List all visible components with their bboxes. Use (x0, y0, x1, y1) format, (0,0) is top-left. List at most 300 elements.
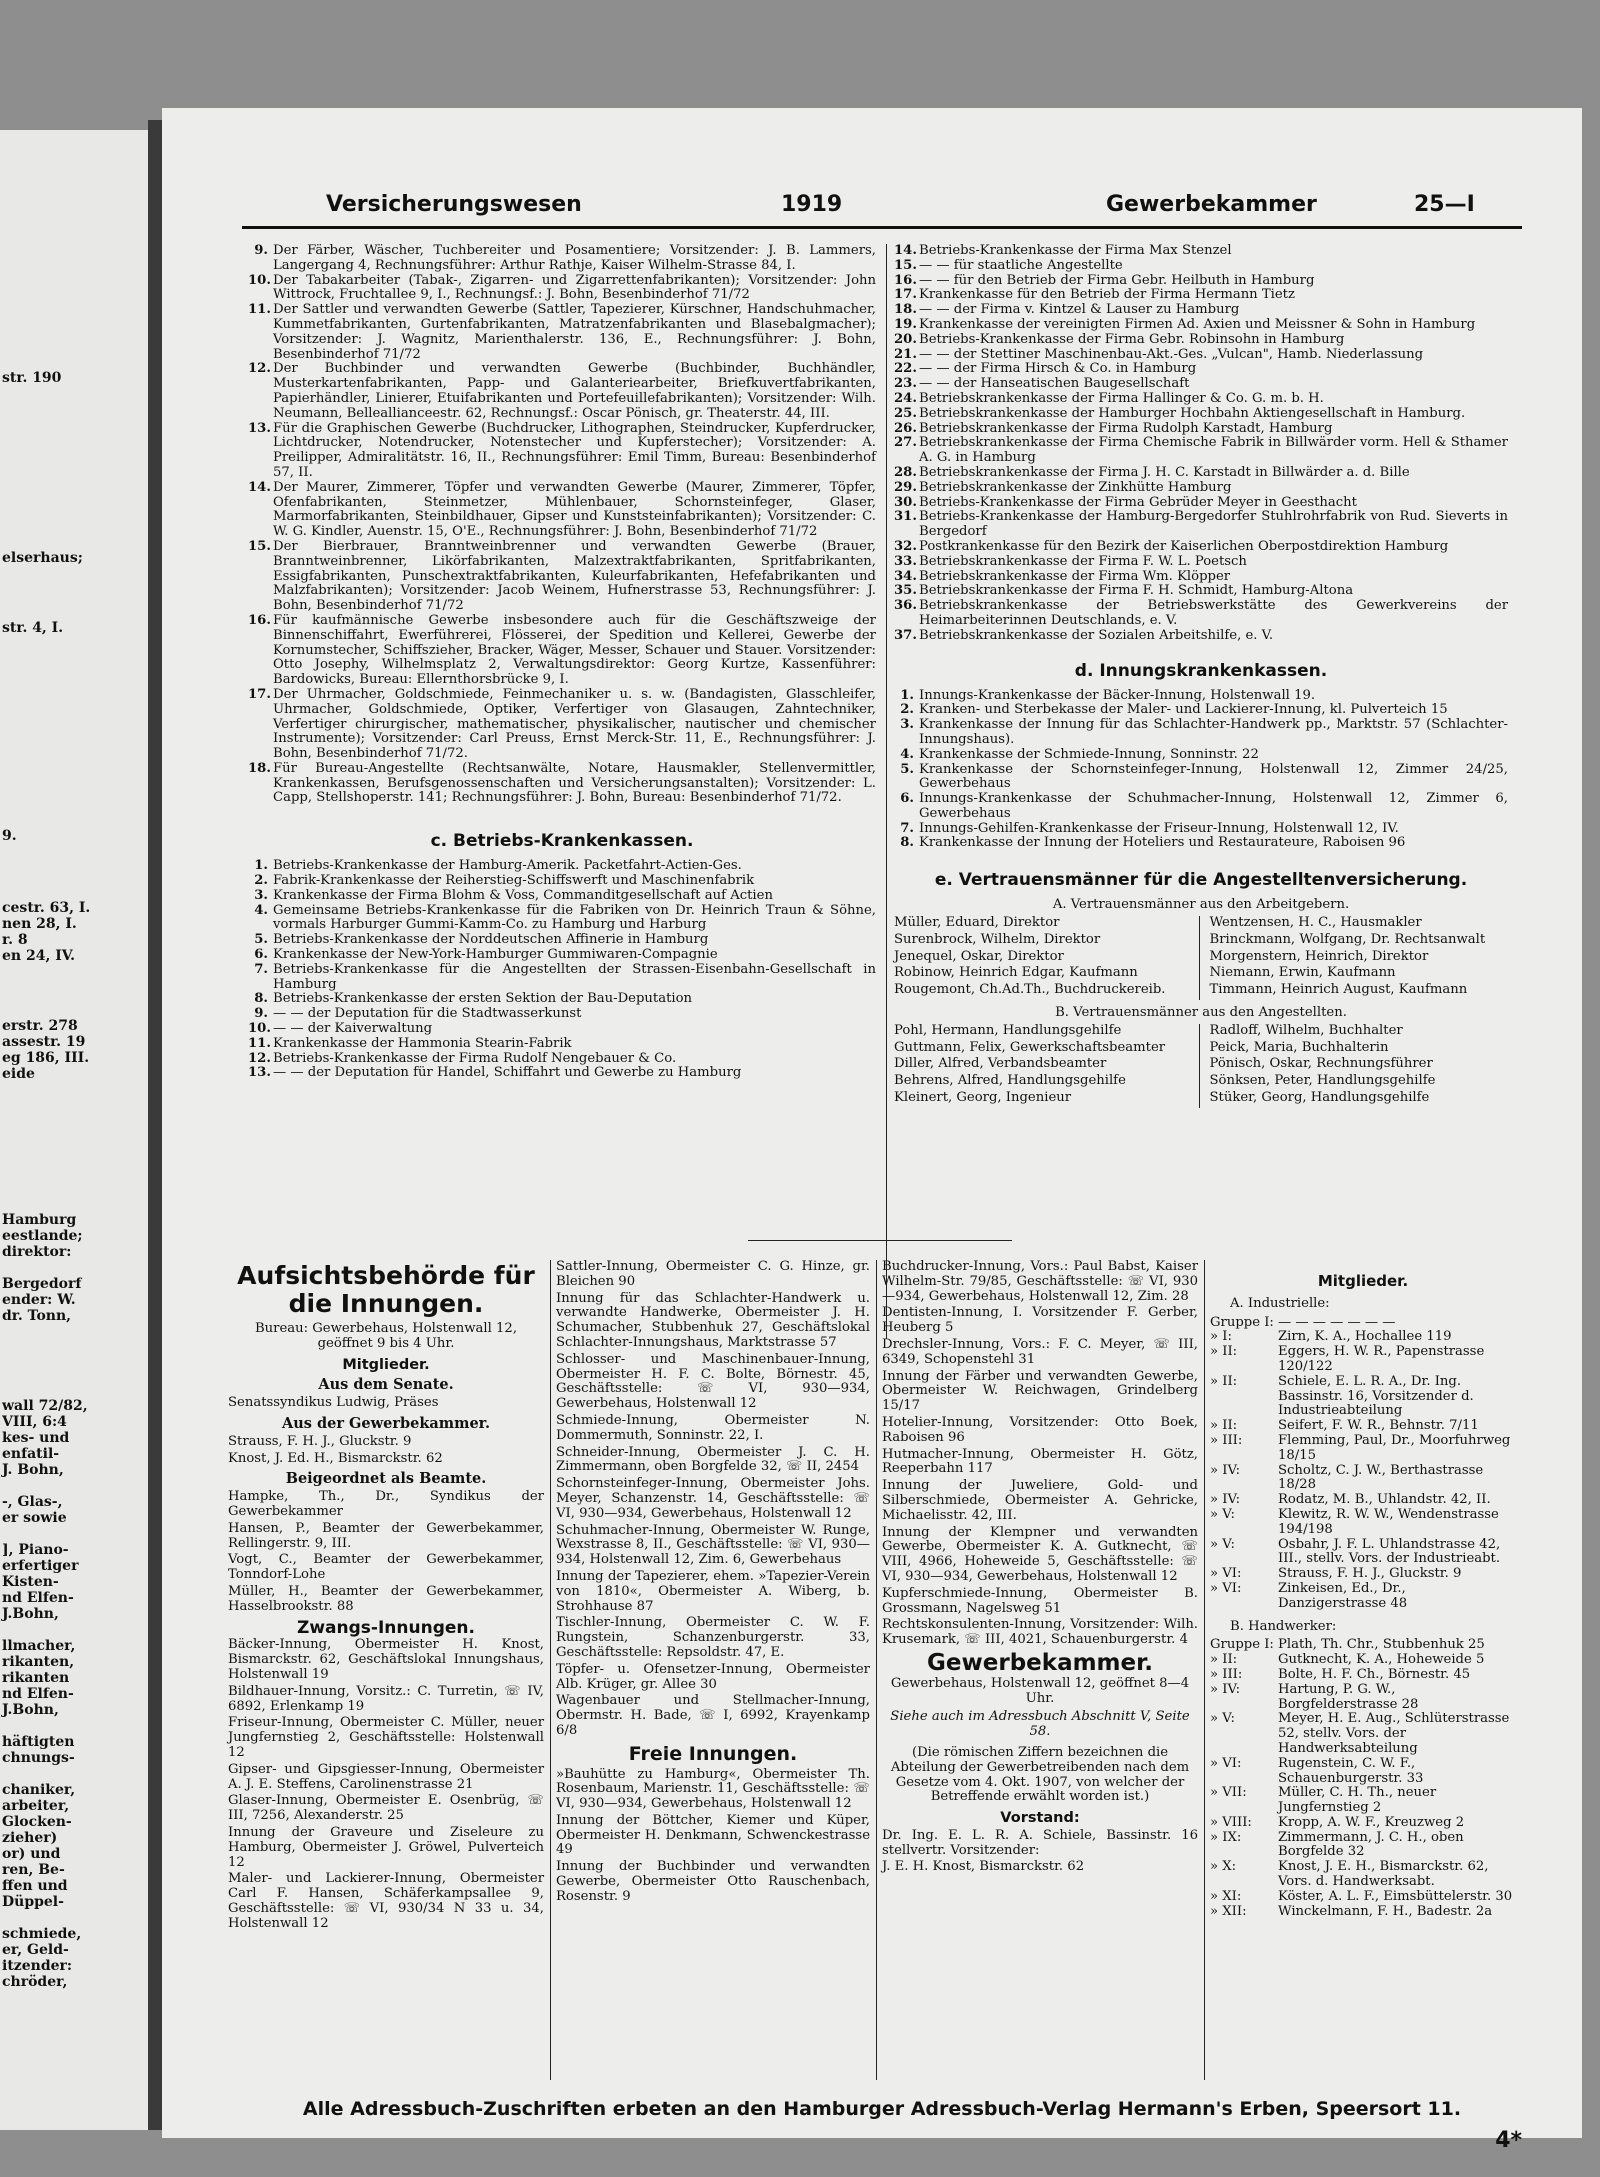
item-number: 14. (894, 243, 917, 258)
list-item (248, 762, 876, 806)
group-label: » V: (1210, 1711, 1235, 1727)
member-name: Scholtz, C. J. W., Berthastrasse 18/28 (1278, 1462, 1484, 1493)
item-number: 1. (254, 858, 268, 874)
person-line: Brinckmann, Wolfgang, Dr. Rechtsanwalt (1209, 931, 1486, 947)
member-line: Hampke, Th., Dr., Syndikus der Gewerbekammer (228, 1489, 544, 1519)
left-fragment: J. Bohn, (2, 1462, 64, 1478)
innung-entry: Innung für das Schlachter-Handwerk u. verwandte Handwerke, Obermeister J. H. Schumacher, Stubbenhuk 27, Geschäftslokal Schlachter-Innungshaus, Marktstrasse 57 (556, 1290, 870, 1350)
item-number: 12. (248, 1050, 271, 1066)
list-item (894, 259, 1508, 274)
left-fragment: itzender: (2, 1958, 73, 1974)
vertrauensmaenner-a (894, 916, 1508, 1000)
item-number: 1. (900, 687, 914, 703)
person-line: Robinow, Heinrich Edgar, Kaufmann (894, 965, 1138, 981)
member-row (1210, 1712, 1516, 1756)
item-text: Betriebs-Krankenkasse der Hamburg-Amerik. Packetfahrt-Actien-Ges. (273, 858, 742, 874)
member-row (1210, 1786, 1516, 1816)
member-name: Knost, J. E. H., Bismarckstr. 62, Vors. d. Handwerksabt. (1278, 1859, 1489, 1890)
sub-b-title: B. Vertrauensmänner aus den Angestellten. (1055, 1005, 1347, 1021)
item-text: Betriebs-Krankenkasse der Firma Gebr. Robinsohn in Hamburg (919, 331, 1345, 347)
aufsicht-bureau: Bureau: Gewerbehaus, Holstenwall 12, geöffnet 9 bis 4 Uhr. (254, 1321, 518, 1351)
innung-entry: Hotelier-Innung, Vorsitzender: Otto Boek, Raboisen 96 (882, 1414, 1198, 1445)
vorstand-heading: Vorstand: (1000, 1810, 1080, 1827)
member-row (1210, 1831, 1516, 1861)
item-number: 18. (894, 302, 917, 318)
left-fragment: schmiede, (2, 1926, 82, 1942)
person-line: Surenbrock, Wilhelm, Direktor (894, 931, 1101, 947)
left-fragment: nd Elfen- (2, 1590, 74, 1606)
item-number: 19. (894, 316, 917, 332)
left-fragment: ffen und (2, 1878, 68, 1894)
item-text: Betriebs-Krankenkasse der Hamburg-Bergedorfer Stuhlrohrfabrik von Rud. Sieverts in Bergedorf (919, 509, 1508, 540)
innung-entry: Innung der Juweliere, Gold- und Silberschmiede, Obermeister A. Gehricke, Michaelisstr. 42, III. (882, 1478, 1198, 1523)
item-number: 9. (254, 1006, 268, 1022)
item-number: 18. (248, 760, 271, 776)
group-label: » II: (1210, 1418, 1238, 1434)
left-fragment: or) und (2, 1846, 61, 1862)
item-number: 23. (894, 376, 917, 392)
item-number: 25. (894, 405, 917, 421)
page (162, 108, 1582, 2153)
left-page-edge (0, 130, 148, 2130)
item-text: Betriebs-Krankenkasse der ersten Sektion der Bau-Deputation (273, 991, 693, 1007)
header-page: 25—I (1414, 192, 1475, 217)
left-fragment: eg 186, III. (2, 1050, 90, 1066)
member-row (1210, 1493, 1516, 1508)
member-row (1210, 1683, 1516, 1713)
item-text: Für kaufmännische Gewerbe insbesondere auch für die Geschäftszweige der Binnenschiffahrt, Ewerführerei, Flösserei, der Spedition und Kellerei, Gewerbe der Kornumstecher, Schiffszieher, Bracker, Wäger, Messer, Schauer und Stauer. Vorsitzender: Otto Josephy, Wilhelmsplatz 2, Verwaltungsdirektor: Georg Kurtze, Kassenführer: Bardowicks, Bureau: Ellernthorsbrücke 9, I. (273, 612, 876, 688)
top-left-column (248, 244, 876, 1081)
person-line: Wentzensen, H. C., Hausmakler (1209, 915, 1422, 931)
item-text: — — für staatliche Angestellte (919, 257, 1123, 273)
left-fragment: chaniker, (2, 1782, 76, 1798)
list-item (248, 244, 876, 274)
list-item (894, 496, 1508, 511)
left-fragment: eide (2, 1066, 35, 1082)
item-number: 2. (254, 873, 268, 889)
member-row (1210, 1582, 1516, 1612)
list-item (894, 481, 1508, 496)
group-label: » IV: (1210, 1492, 1241, 1508)
list-item (894, 555, 1508, 570)
item-text: Fabrik-Krankenkasse der Reiherstieg-Schiffswerft und Maschinenfabrik (273, 873, 755, 889)
item-text: Betriebskrankenkasse der Betriebswerkstätte des Gewerkvereins der Heimarbeiterinnen Deutschlands, e. V. (919, 598, 1508, 628)
group-label: » III: (1210, 1666, 1243, 1682)
item-number: 24. (894, 390, 917, 406)
group-label: » V: (1210, 1536, 1235, 1552)
item-number: 13. (248, 420, 271, 436)
left-fragment: rikanten (2, 1670, 70, 1686)
innung-entry: Wagenbauer und Stellmacher-Innung, Obermstr. H. Bade, ☏ I, 6992, Krayenkamp 6/8 (556, 1693, 870, 1738)
list-item (248, 992, 876, 1007)
item-number: 10. (248, 1021, 271, 1037)
column-divider (886, 244, 887, 1339)
member-row (1210, 1464, 1516, 1494)
innung-entry: Gipser- und Gipsgiesser-Innung, Obermeister A. J. E. Steffens, Carolinenstrasse 21 (228, 1761, 544, 1792)
person-line: Kleinert, Georg, Ingenieur (894, 1090, 1072, 1106)
item-number: 5. (900, 761, 914, 777)
member-name: Meyer, H. E. Aug., Schlüterstrasse 52, stellv. Vors. der Handwerksabteilung (1278, 1711, 1510, 1756)
innung-entry: Dentisten-Innung, I. Vorsitzender F. Gerber, Heuberg 5 (882, 1305, 1198, 1336)
left-fragment: Glocken- (2, 1814, 72, 1830)
innung-entry: Innung der Graveure und Ziseleure zu Hamburg, Obermeister J. Gröwel, Pulverteich 12 (228, 1824, 544, 1870)
item-number: 2. (900, 702, 914, 718)
member-line: Hansen, P., Beamter der Gewerbekammer, Rellingerstr. 9, III. (228, 1520, 544, 1551)
left-fragment: en 24, IV. (2, 948, 76, 964)
aufsicht-column (228, 1262, 544, 1933)
running-header (246, 192, 1516, 222)
mitglieder-heading: Mitglieder. (342, 1356, 430, 1373)
group-label: » VIII: (1210, 1814, 1252, 1830)
person-line: Stüker, Georg, Handlungsgehilfe (1209, 1090, 1430, 1106)
list-item (894, 763, 1508, 793)
list-item (248, 303, 876, 362)
group-label: » IV: (1210, 1462, 1241, 1478)
left-fragment: erstr. 278 (2, 1018, 78, 1034)
header-left: Versicherungswesen (326, 192, 582, 217)
innung-entry: Friseur-Innung, Obermeister C. Müller, neuer Jungfernstieg 2, Geschäftsstelle: Holstenwall 12 (228, 1715, 544, 1760)
gewerbekammer-note: (Die römischen Ziffern bezeichnen die Abteilung der Gewerbetreibenden nach dem Gesetze vom 4. Okt. 1907, von welcher der Betreffende erwählt worden ist.) (890, 1744, 1190, 1805)
item-number: 27. (894, 435, 917, 451)
list-item (894, 792, 1508, 822)
item-text: Betriebs-Krankenkasse der Firma Gebrüder Meyer in Geesthacht (919, 494, 1357, 510)
book-gutter (148, 120, 162, 2130)
member-row (1210, 1330, 1516, 1345)
item-text: Der Tabakarbeiter (Tabak-, Zigarren- und Zigarrettenfabrikanten); Vorsitzender: John Wittrock, Fruchtallee 9, I., Rechnungsf.: J. Bohn, Besenbinderhof 71/72 (273, 272, 876, 303)
member-row (1210, 1653, 1516, 1668)
header-year: 1919 (781, 192, 843, 217)
list-item (894, 318, 1508, 333)
item-number: 7. (254, 961, 268, 977)
member-name: Strauss, F. H. J., Gluckstr. 9 (1278, 1566, 1462, 1582)
member-row (1210, 1508, 1516, 1538)
innung-entry: Tischler-Innung, Obermeister C. W. F. Rungstein, Schanzenburgerstr. 33, Geschäftsstelle: Repsoldstr. 47, E. (556, 1615, 870, 1660)
item-number: 28. (894, 464, 917, 480)
innung-entry: Buchdrucker-Innung, Vors.: Paul Babst, Kaiser Wilhelm-Str. 79/85, Geschäftsstelle: ☏ VI, 930—934, Gewerbehaus, Holstenwall 12, Zim. 28 (882, 1259, 1198, 1304)
list-item (894, 288, 1508, 303)
left-fragment: J.Bohn, (2, 1702, 59, 1718)
list-item (248, 859, 876, 874)
list-item (894, 689, 1508, 704)
list-item (248, 933, 876, 948)
item-text: Betriebs-Krankenkasse der Firma Max Stenzel (919, 243, 1232, 258)
list-item (248, 481, 876, 540)
innung-entry: Schneider-Innung, Obermeister J. C. H. Zimmermann, oben Borgfelde 32, ☏ II, 2454 (556, 1444, 870, 1475)
person-line: Pohl, Hermann, Handlungsgehilfe (894, 1022, 1122, 1038)
item-text: Betriebskrankenkasse der Zinkhütte Hamburg (919, 479, 1232, 495)
left-fragment: zieher) (2, 1830, 58, 1846)
innung-entry: Innung der Böttcher, Kiemer und Küper, Obermeister H. Denkmann, Schwenckestrasse 49 (556, 1812, 870, 1858)
group-label: » VII: (1210, 1785, 1247, 1801)
innung-entry: Kupferschmiede-Innung, Obermeister B. Grossmann, Nagelsweg 51 (882, 1585, 1198, 1616)
left-fragment: str. 4, I. (2, 620, 64, 636)
list-item (248, 1052, 876, 1067)
member-name: Zinkeisen, Ed., Dr., Danzigerstrasse 48 (1278, 1580, 1408, 1611)
left-fragment: ], Piano- (2, 1542, 69, 1558)
innungen-column-2 (556, 1260, 870, 1907)
group-label: » VI: (1210, 1566, 1242, 1582)
person-line: Guttmann, Felix, Gewerkschaftsbeamter (894, 1039, 1166, 1055)
item-text: Betriebskrankenkasse der Hamburger Hochbahn Aktiengesellschaft in Hamburg. (919, 405, 1466, 421)
item-text: Krankenkasse der Innung für das Schlachter-Handwerk pp., Marktstr. 57 (Schlachter-Innungshaus). (919, 717, 1508, 747)
left-fragment: VIII, 6:4 (2, 1414, 67, 1430)
member-name: Köster, A. L. F., Eimsbüttelerstr. 30 (1278, 1888, 1513, 1904)
list-item (894, 822, 1508, 837)
item-number: 8. (900, 835, 914, 851)
left-fragment: häftigten (2, 1734, 75, 1750)
member-name: Klewitz, R. W. W., Wendenstrasse 194/198 (1278, 1506, 1499, 1537)
bottom-divider-2 (876, 1260, 877, 2080)
section-c-title: c. Betriebs-Krankenkassen. (430, 831, 694, 852)
item-text: Der Maurer, Zimmerer, Töpfer und verwandten Gewerbe (Maurer, Zimmerer, Töpfer, Ofenfabrikanten, Steinmetzer, Mühlenbauer, Schornsteinfeger, Glaser, Marmorfabrikanten, Steinbildhauer, Gipser und Kunststeinfabrikanten); Vorsitzender: C. W. G. Kindler, Auenstr. 15, O'E., Rechnungsführer: J. Bohn, Besenbinderhof 71/72 (273, 479, 876, 540)
item-text: — — für den Betrieb der Firma Gebr. Heilbuth in Hamburg (919, 272, 1315, 288)
item-number: 10. (248, 272, 271, 288)
left-fragment: Bergedorf (2, 1276, 82, 1292)
item-number: 15. (894, 257, 917, 273)
innung-entry: Hutmacher-Innung, Obermeister H. Götz, Reeperbahn 117 (882, 1446, 1198, 1477)
member-row (1210, 1638, 1516, 1653)
sub-a-title: A. Vertrauensmänner aus den Arbeitgebern. (1052, 897, 1350, 913)
list-item (248, 874, 876, 889)
innung-entry: Rechtskonsulenten-Innung, Vorsitzender: Wilh. Krusemark, ☏ III, 4021, Schauenburgerstr. 4 (882, 1617, 1198, 1648)
item-number: 7. (900, 820, 914, 836)
member-row (1210, 1757, 1516, 1787)
group-label: » XI: (1210, 1888, 1242, 1904)
industrielle-heading: A. Industrielle: (1230, 1295, 1330, 1311)
left-fragment: Kisten- (2, 1574, 59, 1590)
betriebs-krankenkassen-cont (894, 244, 1508, 644)
gewerbekammer-title: Gewerbekammer. (927, 1649, 1153, 1676)
item-number: 11. (248, 1035, 271, 1051)
item-number: 9. (254, 243, 268, 258)
person-line: Radloff, Wilhelm, Buchhalter (1209, 1022, 1403, 1038)
member-row (1210, 1316, 1516, 1331)
vorstand-line: J. E. H. Knost, Bismarckstr. 62 (882, 1859, 1085, 1875)
innung-entry: Bildhauer-Innung, Vorsitz.: C. Turretin, ☏ IV, 6892, Erlenkamp 19 (228, 1683, 544, 1714)
bottom-divider-3 (1204, 1260, 1205, 2080)
list-item (894, 703, 1508, 718)
item-text: Betriebskrankenkasse der Firma Chemische Fabrik in Billwärder vorm. Hell & Sthamer A. G. in Hamburg (919, 435, 1508, 466)
person-line: Rougemont, Ch.Ad.Th., Buchdruckereib. (894, 982, 1166, 998)
person-line: Sönksen, Peter, Handlungsgehilfe (1209, 1073, 1436, 1089)
item-number: 4. (254, 902, 268, 918)
item-text: Betriebskrankenkasse der Firma Wm. Klöpper (919, 568, 1231, 584)
item-text: Der Buchbinder und verwandten Gewerbe (Buchbinder, Buchhändler, Musterkartenfabrikanten, Papp- und Galanteriearbeiter, Briefkuvertfabrikanten, Papierhändler, Linierer, Etuifabrikanten und Portefeuillefabrikanten); Vorsitzender: Wilh. Neumann, Belleallianceestr. 62, Rechnungsf.: Oscar Pönisch, gr. Theaterstr. 44, III. (273, 361, 876, 421)
left-fragment: r. 8 (2, 932, 28, 948)
member-name: Eggers, H. W. R., Papenstrasse 120/122 (1278, 1344, 1485, 1374)
item-text: Gemeinsame Betriebs-Krankenkasse für die Fabriken von Dr. Heinrich Traun & Söhne, vormals Harburger Gummi-Kamm-Co. zu Hamburg und Harburg (273, 902, 876, 933)
list-item (248, 422, 876, 481)
group-label: » I: (1210, 1329, 1232, 1345)
member-row (1210, 1668, 1516, 1683)
innung-entry: Bäcker-Innung, Obermeister H. Knost, Bismarckstr. 62, Geschäftslokal Innungshaus, Holstenwall 19 (228, 1637, 544, 1682)
list-item (248, 889, 876, 904)
list-item (248, 948, 876, 963)
list-item (894, 540, 1508, 555)
item-text: — — der Deputation für Handel, Schiffahrt und Gewerbe zu Hamburg (273, 1065, 742, 1081)
list-item (894, 392, 1508, 407)
left-fragment: dr. Tonn, (2, 1308, 72, 1324)
item-text: Innungs-Gehilfen-Krankenkasse der Friseur-Innung, Holstenwall 12, IV. (919, 820, 1399, 836)
member-row (1210, 1375, 1516, 1419)
item-number: 31. (894, 509, 917, 525)
item-text: Krankenkasse der Schmiede-Innung, Sonninstr. 22 (919, 746, 1259, 762)
person-line: Behrens, Alfred, Handlungsgehilfe (894, 1073, 1126, 1089)
list-item (248, 1037, 876, 1052)
group-label: » VI: (1210, 1580, 1242, 1596)
member-name: Schiele, E. L. R. A., Dr. Ing. Bassinstr. 16, Vorsitzender d. Industrieabteilung (1278, 1373, 1474, 1419)
member-name: Zimmermann, J. C. H., oben Borgfelde 32 (1278, 1829, 1464, 1860)
left-fragment: nen 28, I. (2, 916, 77, 932)
item-number: 36. (894, 598, 917, 614)
left-fragment: Düppel- (2, 1894, 64, 1910)
item-number: 3. (900, 717, 914, 733)
item-text: Innungs-Krankenkasse der Bäcker-Innung, Holstenwall 19. (919, 687, 1316, 703)
member-name: Zirn, K. A., Hochallee 119 (1278, 1329, 1452, 1345)
member-row (1210, 1434, 1516, 1464)
zwangs-innungen-heading: Zwangs-Innungen. (297, 1617, 475, 1638)
person-line: Diller, Alfred, Verbandsbeamter (894, 1056, 1107, 1072)
vorstand-line: Dr. Ing. E. L. R. A. Schiele, Bassinstr. 16 stellvertr. Vorsitzender: (882, 1827, 1198, 1858)
left-fragment: 9. (2, 828, 17, 844)
innung-entry: Sattler-Innung, Obermeister C. G. Hinze, gr. Bleichen 90 (556, 1259, 870, 1289)
item-number: 4. (900, 746, 914, 762)
top-right-column (894, 244, 1508, 1108)
mitglieder-title: Mitglieder. (1317, 1272, 1409, 1290)
item-number: 20. (894, 331, 917, 347)
left-fragment: Hamburg (2, 1212, 77, 1228)
item-text: Krankenkasse der Firma Blohm & Voss, Commanditgesellschaft auf Actien (273, 887, 773, 903)
member-name: Plath, Th. Chr., Stubbenhuk 25 (1278, 1637, 1485, 1653)
list-item (894, 748, 1508, 763)
list-item (894, 377, 1508, 392)
senat-heading: Aus dem Senate. (318, 1376, 454, 1394)
item-number: 34. (894, 568, 917, 584)
header-rule (242, 226, 1522, 229)
left-fragment: chnungs- (2, 1750, 75, 1766)
left-fragment: direktor: (2, 1244, 72, 1260)
item-text: — — der Deputation für die Stadtwasserkunst (273, 1006, 582, 1022)
item-text: Betriebskrankenkasse der Firma Rudolph Karstadt, Hamburg (919, 420, 1333, 436)
list-item (894, 244, 1508, 259)
header-right: Gewerbekammer (1106, 192, 1317, 217)
left-fragment: eestlande; (2, 1228, 83, 1244)
freie-innungen-title: Freie Innungen. (628, 1742, 798, 1765)
item-text: Krankenkasse der Innung der Hoteliers und Restaurateure, Raboisen 96 (919, 835, 1406, 851)
group-label: » X: (1210, 1859, 1237, 1875)
left-fragment: enfatil- (2, 1446, 60, 1462)
group-label: Gruppe I: (1210, 1314, 1274, 1330)
item-number: 33. (894, 553, 917, 569)
item-text: — — der Firma v. Kintzel & Lauser zu Hamburg (919, 302, 1240, 318)
list-item (248, 274, 876, 304)
list-item (248, 1022, 876, 1037)
list-item (248, 904, 876, 934)
member-line: Knost, J. Ed. H., Bismarckstr. 62 (228, 1450, 443, 1466)
list-item (248, 362, 876, 421)
section-d-title: d. Innungskrankenkassen. (1074, 660, 1328, 681)
group-label: » II: (1210, 1373, 1238, 1389)
senat-text: Senatssyndikus Ludwig, Präses (228, 1395, 439, 1411)
item-number: 14. (248, 479, 271, 495)
person-line: Niemann, Erwin, Kaufmann (1209, 965, 1396, 981)
innung-entry: Schornsteinfeger-Innung, Obermeister Johs. Meyer, Schanzenstr. 14, Geschäftsstelle: ☏ VI, 930—934, Gewerbehaus, Holstenwall 12 (556, 1476, 870, 1521)
item-text: Der Färber, Wäscher, Tuchbereiter und Posamentiere; Vorsitzender: J. B. Lammers, Langergang 4, Rechnungsführer: Arthur Rathje, Kaiser Wilhelm-Strasse 84, I. (273, 243, 876, 273)
member-name: Osbahr, J. F. L. Uhlandstrasse 42, III., stellv. Vors. der Industrieabt. (1278, 1536, 1501, 1567)
item-number: 17. (248, 686, 271, 702)
person-line: Jenequel, Oskar, Direktor (894, 948, 1064, 964)
group-label: » II: (1210, 1652, 1238, 1668)
member-name: Winckelmann, F. H., Badestr. 2a (1278, 1903, 1493, 1919)
list-item (248, 1066, 876, 1081)
item-text: Betriebs-Krankenkasse der Firma Rudolf Nengebauer & Co. (273, 1050, 677, 1066)
item-number: 37. (894, 627, 917, 643)
left-fragment: wall 72/82, (2, 1398, 88, 1414)
member-row (1210, 1419, 1516, 1434)
member-name: Bolte, H. F. Ch., Börnestr. 45 (1278, 1666, 1471, 1682)
member-name: Rugenstein, C. W. F., Schauenburgerstr. 33 (1278, 1755, 1424, 1786)
group-label: » IV: (1210, 1681, 1241, 1697)
item-text: Krankenkasse für den Betrieb der Firma Hermann Tietz (919, 287, 1295, 303)
member-line: Strauss, F. H. J., Gluckstr. 9 (228, 1433, 412, 1449)
person-line: Morgenstern, Heinrich, Direktor (1209, 948, 1429, 964)
item-text: — — der Stettiner Maschinenbau-Akt.-Ges. „Vulcan", Hamb. Niederlassung (919, 346, 1424, 362)
person-line: Pönisch, Oskar, Rechnungsführer (1209, 1056, 1433, 1072)
left-fragment: erfertiger (2, 1558, 79, 1574)
item-number: 11. (248, 302, 271, 318)
item-number: 26. (894, 420, 917, 436)
left-fragment: elserhaus; (2, 550, 83, 566)
innung-entry: Schlosser- und Maschinenbauer-Innung, Obermeister H. F. C. Bolte, Börnestr. 45, Geschäftsstelle: ☏ VI, 930—934, Gewerbehaus, Holstenwall 12 (556, 1351, 870, 1412)
member-name: Hartung, P. G. W., Borgfelderstrasse 28 (1278, 1681, 1419, 1712)
gewerbekammer-addr: Gewerbehaus, Holstenwall 12, geöffnet 8—4 Uhr. (890, 1675, 1190, 1706)
list-item (894, 836, 1508, 851)
innungskrankenkassen-list (894, 689, 1508, 852)
left-fragment: llmacher, (2, 1638, 76, 1654)
list-item (894, 510, 1508, 540)
innungen-list (248, 244, 876, 806)
item-number: 35. (894, 583, 917, 599)
item-text: Innungs-Krankenkasse der Schuhmacher-Innung, Holstenwall 12, Zimmer 6, Gewerbehaus (919, 791, 1508, 821)
list-item (894, 584, 1508, 599)
left-fragment: arbeiter, (2, 1798, 70, 1814)
item-number: 17. (894, 287, 917, 303)
item-text: — — der Firma Hirsch & Co. in Hamburg (919, 361, 1197, 377)
innung-entry: Glaser-Innung, Obermeister E. Osenbrüg, ☏ III, 7256, Alexanderstr. 25 (228, 1793, 544, 1824)
innung-entry: Drechsler-Innung, Vors.: F. C. Meyer, ☏ III, 6349, Schopenstehl 31 (882, 1336, 1198, 1367)
innung-entry: Maler- und Lackierer-Innung, Obermeister Carl F. Hansen, Schäferkampsallee 9, Geschäftsstelle: ☏ VI, 930/34 N 33 u. 34, Holstenwall 12 (228, 1871, 544, 1931)
person-line: Müller, Eduard, Direktor (894, 915, 1060, 931)
betriebs-krankenkassen-list (248, 859, 876, 1081)
item-number: 6. (900, 791, 914, 807)
item-number: 15. (248, 538, 271, 554)
group-label: Gruppe I: (1210, 1637, 1274, 1653)
vertrauensmaenner-b (894, 1024, 1508, 1108)
item-text: Betriebs-Krankenkasse für die Angestellten der Strassen-Eisenbahn-Gesellschaft in Hamburg (273, 961, 876, 992)
innung-entry: Innung der Färber und verwandten Gewerbe, Obermeister W. Reichwagen, Grindelberg 15/17 (882, 1368, 1198, 1414)
item-number: 6. (254, 947, 268, 963)
left-fragment: rikanten, (2, 1654, 75, 1670)
innung-entry: Innung der Tapezierer, ehem. »Tapezier-Verein von 1810«, Obermeister A. Wiberg, b. Strohhause 87 (556, 1568, 870, 1614)
page-mark: 4* (1495, 2128, 1522, 2153)
person-line: Timmann, Heinrich August, Kaufmann (1209, 982, 1468, 998)
item-text: Betriebskrankenkasse der Firma F. W. L. Poetsch (919, 553, 1247, 569)
innung-entry: Schuhmacher-Innung, Obermeister W. Runge, Wexstrasse 8, II., Geschäftsstelle: ☏ VI, 930—934, Holstenwall 12, Zim. 6, Gewerbehaus (556, 1522, 870, 1568)
list-item (894, 629, 1508, 644)
member-name: Seifert, F. W. R., Behnstr. 7/11 (1278, 1418, 1479, 1434)
item-number: 13. (248, 1065, 271, 1081)
item-text: Betriebskrankenkasse der Sozialen Arbeitshilfe, e. V. (919, 627, 1274, 643)
